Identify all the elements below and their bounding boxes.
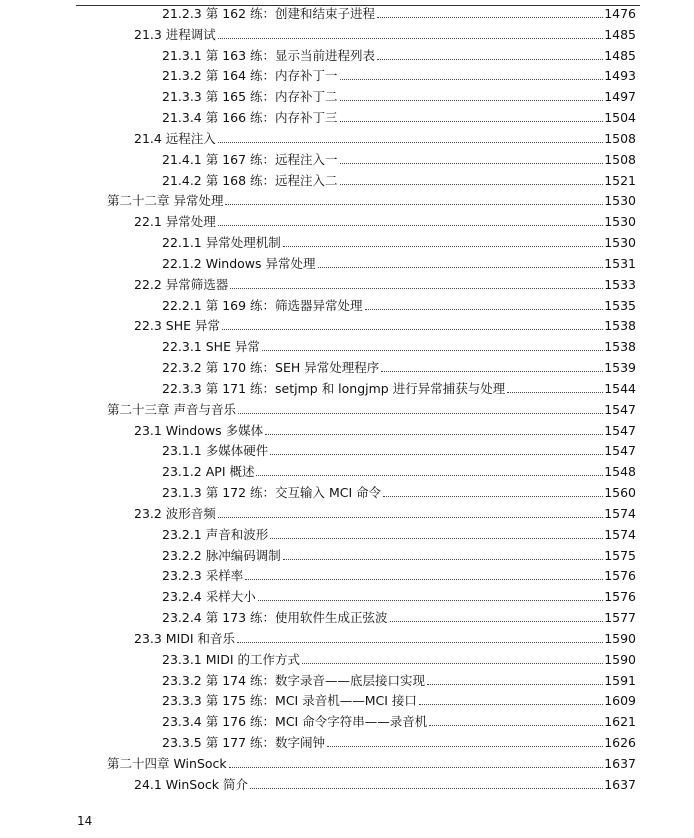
toc-entry-page-number: 1548 (604, 464, 636, 480)
dot-leader (218, 38, 603, 39)
toc-entry-title: 22.3.3 第 171 练：setjmp 和 longjmp 进行异常捕获与处理 (162, 380, 506, 396)
toc-entry-page-number: 1521 (604, 172, 636, 188)
toc-entry-title: 23.3.2 第 174 练：数字录音——底层接口实现 (162, 672, 426, 688)
toc-entry-page-number: 1508 (604, 130, 636, 146)
dot-leader (229, 767, 604, 768)
toc-entry-page-number: 1590 (604, 651, 636, 667)
toc-entry-page-number: 1637 (604, 776, 636, 792)
toc-entry[interactable] (162, 459, 636, 480)
toc-entry[interactable] (162, 480, 636, 501)
toc-entry-title: 21.3 进程调试 (134, 26, 216, 42)
toc-entry[interactable] (162, 1, 636, 22)
dot-leader (377, 59, 603, 60)
toc-entry-title: 23.3.5 第 177 练：数字闹钟 (162, 735, 326, 751)
toc-entry[interactable] (162, 688, 636, 709)
toc-entry[interactable] (134, 313, 636, 334)
toc-entry-title: 23.2 波形音频 (134, 505, 216, 521)
toc-entry-page-number: 1621 (604, 714, 636, 730)
toc-entry[interactable] (162, 522, 636, 543)
toc-entry[interactable] (162, 584, 636, 605)
dot-leader (390, 621, 604, 622)
toc-entry[interactable] (107, 397, 636, 418)
toc-entry-page-number: 1574 (604, 505, 636, 521)
toc-entry[interactable] (107, 751, 636, 772)
toc-entry[interactable] (162, 168, 636, 189)
toc-entry-title: 21.2.3 第 162 练：创建和结束子进程 (162, 6, 376, 21)
toc-entry-page-number: 1575 (604, 547, 636, 563)
toc-entry[interactable] (134, 272, 636, 293)
dot-leader (265, 434, 603, 435)
toc-entry[interactable] (134, 126, 636, 147)
toc-entry[interactable] (162, 668, 636, 689)
toc-entry-page-number: 1530 (604, 235, 636, 251)
toc-entry-title: 22.3.2 第 170 练：SEH 异常处理程序 (162, 360, 380, 376)
dot-leader (250, 788, 603, 789)
toc-entry-title: 第二十三章 声音与音乐 (107, 401, 236, 417)
toc-entry-page-number: 1508 (604, 151, 636, 167)
toc-entry[interactable] (134, 209, 636, 230)
toc-entry-title: 21.4.2 第 168 练：远程注入二 (162, 172, 338, 188)
toc-entry-page-number: 1577 (604, 610, 636, 626)
toc-entry[interactable] (162, 43, 636, 64)
toc-entry-page-number: 1497 (604, 89, 636, 105)
dot-leader (270, 454, 603, 455)
toc-entry-page-number: 1547 (604, 401, 636, 417)
toc-entry-title: 22.1 异常处理 (134, 214, 216, 230)
toc-entry[interactable] (162, 543, 636, 564)
dot-leader (302, 663, 603, 664)
toc-entry-title: 22.3 SHE 异常 (134, 318, 221, 334)
toc-entry-page-number: 1547 (604, 422, 636, 438)
dot-leader (230, 288, 603, 289)
dot-leader (507, 392, 603, 393)
page-number: 14 (77, 814, 93, 828)
dot-leader (237, 642, 603, 643)
dot-leader (256, 475, 603, 476)
toc-entry-title: 23.1.3 第 172 练：交互输入 MCI 命令 (162, 485, 382, 501)
toc-entry[interactable] (162, 251, 636, 272)
toc-entry-page-number: 1590 (604, 630, 636, 646)
toc-entry[interactable] (162, 438, 636, 459)
toc-entry[interactable] (162, 63, 636, 84)
toc-entry-page-number: 1538 (604, 339, 636, 355)
toc-entry-page-number: 1535 (604, 297, 636, 313)
dot-leader (270, 538, 603, 539)
dot-leader (283, 559, 603, 560)
toc-entry[interactable] (162, 334, 636, 355)
toc-entry-title: 24.1 WinSock 简介 (134, 776, 248, 792)
dot-leader (327, 746, 603, 747)
dot-leader (283, 246, 603, 247)
toc-entry[interactable] (162, 105, 636, 126)
toc-entry-title: 第二十二章 异常处理 (107, 193, 224, 209)
toc-entry[interactable] (134, 626, 636, 647)
dot-leader (218, 517, 603, 518)
toc-entry-title: 22.2.1 第 169 练：筛选器异常处理 (162, 297, 363, 313)
dot-leader (222, 329, 603, 330)
toc-entry-title: 23.2.4 第 173 练：使用软件生成正弦波 (162, 610, 388, 626)
toc-entry[interactable] (134, 22, 636, 43)
toc-entry-page-number: 1560 (604, 485, 636, 501)
dot-leader (238, 413, 603, 414)
toc-entry[interactable] (162, 730, 636, 751)
toc-entry-page-number: 1538 (604, 318, 636, 334)
toc-entry-title: 22.1.2 Windows 异常处理 (162, 255, 316, 271)
dot-leader (340, 121, 604, 122)
toc-entry-page-number: 1476 (604, 6, 636, 21)
dot-leader (218, 142, 603, 143)
toc-entry-title: 23.3.4 第 176 练：MCI 命令字符串——录音机 (162, 714, 428, 730)
toc-entry-title: 22.1.1 异常处理机制 (162, 235, 281, 251)
toc-entry-page-number: 1485 (604, 47, 636, 63)
toc-entry[interactable] (162, 563, 636, 584)
toc-entry-title: 23.3.3 第 175 练：MCI 录音机——MCI 接口 (162, 693, 417, 709)
dot-leader (365, 309, 604, 310)
toc-entry-title: 21.3.4 第 166 练：内存补丁三 (162, 110, 338, 126)
toc-entry-page-number: 1547 (604, 443, 636, 459)
toc-entry-title: 23.1.1 多媒体硬件 (162, 443, 269, 459)
toc-entry-page-number: 1530 (604, 193, 636, 209)
toc-entry-page-number: 1626 (604, 735, 636, 751)
toc-entry-title: 21.3.3 第 165 练：内存补丁二 (162, 89, 338, 105)
toc-entry-page-number: 1531 (604, 255, 636, 271)
toc-entry-title: 21.4 远程注入 (134, 130, 216, 146)
toc-entry-title: 22.3.1 SHE 异常 (162, 339, 260, 355)
toc-entry[interactable] (162, 293, 636, 314)
toc-entry-page-number: 1591 (604, 672, 636, 688)
toc-entry[interactable] (162, 147, 636, 168)
toc-entry-page-number: 1574 (604, 526, 636, 542)
dot-leader (218, 225, 603, 226)
dot-leader (429, 725, 603, 726)
toc-entry-page-number: 1609 (604, 693, 636, 709)
dot-leader (377, 17, 603, 18)
dot-leader (383, 496, 603, 497)
dot-leader (225, 204, 603, 205)
toc-entry[interactable] (162, 376, 636, 397)
toc-entry-title: 23.3.1 MIDI 的工作方式 (162, 651, 300, 667)
dot-leader (245, 579, 603, 580)
toc-entry-page-number: 1504 (604, 110, 636, 126)
dot-leader (381, 371, 603, 372)
toc-entry-title: 21.3.2 第 164 练：内存补丁一 (162, 68, 338, 84)
toc-entry[interactable] (134, 772, 636, 793)
toc-entry-title: 21.3.1 第 163 练：显示当前进程列表 (162, 47, 376, 63)
toc-entry[interactable] (162, 709, 636, 730)
toc-entry-title: 23.2.3 采样率 (162, 568, 244, 584)
toc-entry[interactable] (162, 647, 636, 668)
toc-entry-page-number: 1544 (604, 380, 636, 396)
toc-entry[interactable] (134, 501, 636, 522)
dot-leader (340, 79, 604, 80)
toc-entry-title: 21.4.1 第 167 练：远程注入一 (162, 151, 338, 167)
toc-entry-page-number: 1576 (604, 568, 636, 584)
toc-entry-page-number: 1485 (604, 26, 636, 42)
toc-entry-title: 22.2 异常筛选器 (134, 276, 229, 292)
toc-entry-title: 23.2.1 声音和波形 (162, 526, 269, 542)
dot-leader (258, 600, 603, 601)
toc-entry[interactable] (134, 418, 636, 439)
toc-entry-title: 23.2.4 采样大小 (162, 589, 256, 605)
dot-leader (419, 704, 603, 705)
toc-entry[interactable] (107, 188, 636, 209)
toc-entry-title: 23.3 MIDI 和音乐 (134, 630, 236, 646)
toc-entry-page-number: 1493 (604, 68, 636, 84)
dot-leader (340, 163, 604, 164)
toc-entry-page-number: 1637 (604, 755, 636, 771)
toc-entry-title: 第二十四章 WinSock (107, 755, 227, 771)
toc-entry-page-number: 1539 (604, 360, 636, 376)
toc-entry-page-number: 1530 (604, 214, 636, 230)
toc-entry-page-number: 1533 (604, 276, 636, 292)
toc-entry[interactable] (162, 605, 636, 626)
dot-leader (262, 350, 603, 351)
toc-entry[interactable] (162, 84, 636, 105)
dot-leader (340, 100, 604, 101)
dot-leader (427, 684, 603, 685)
toc-entry-title: 23.1 Windows 多媒体 (134, 422, 264, 438)
toc-entry-title: 23.2.2 脉冲编码调制 (162, 547, 281, 563)
dot-leader (340, 184, 604, 185)
toc-entry[interactable] (162, 355, 636, 376)
toc-entry-title: 23.1.2 API 概述 (162, 464, 255, 480)
dot-leader (318, 267, 604, 268)
toc-entry-page-number: 1576 (604, 589, 636, 605)
toc-entry[interactable] (162, 230, 636, 251)
